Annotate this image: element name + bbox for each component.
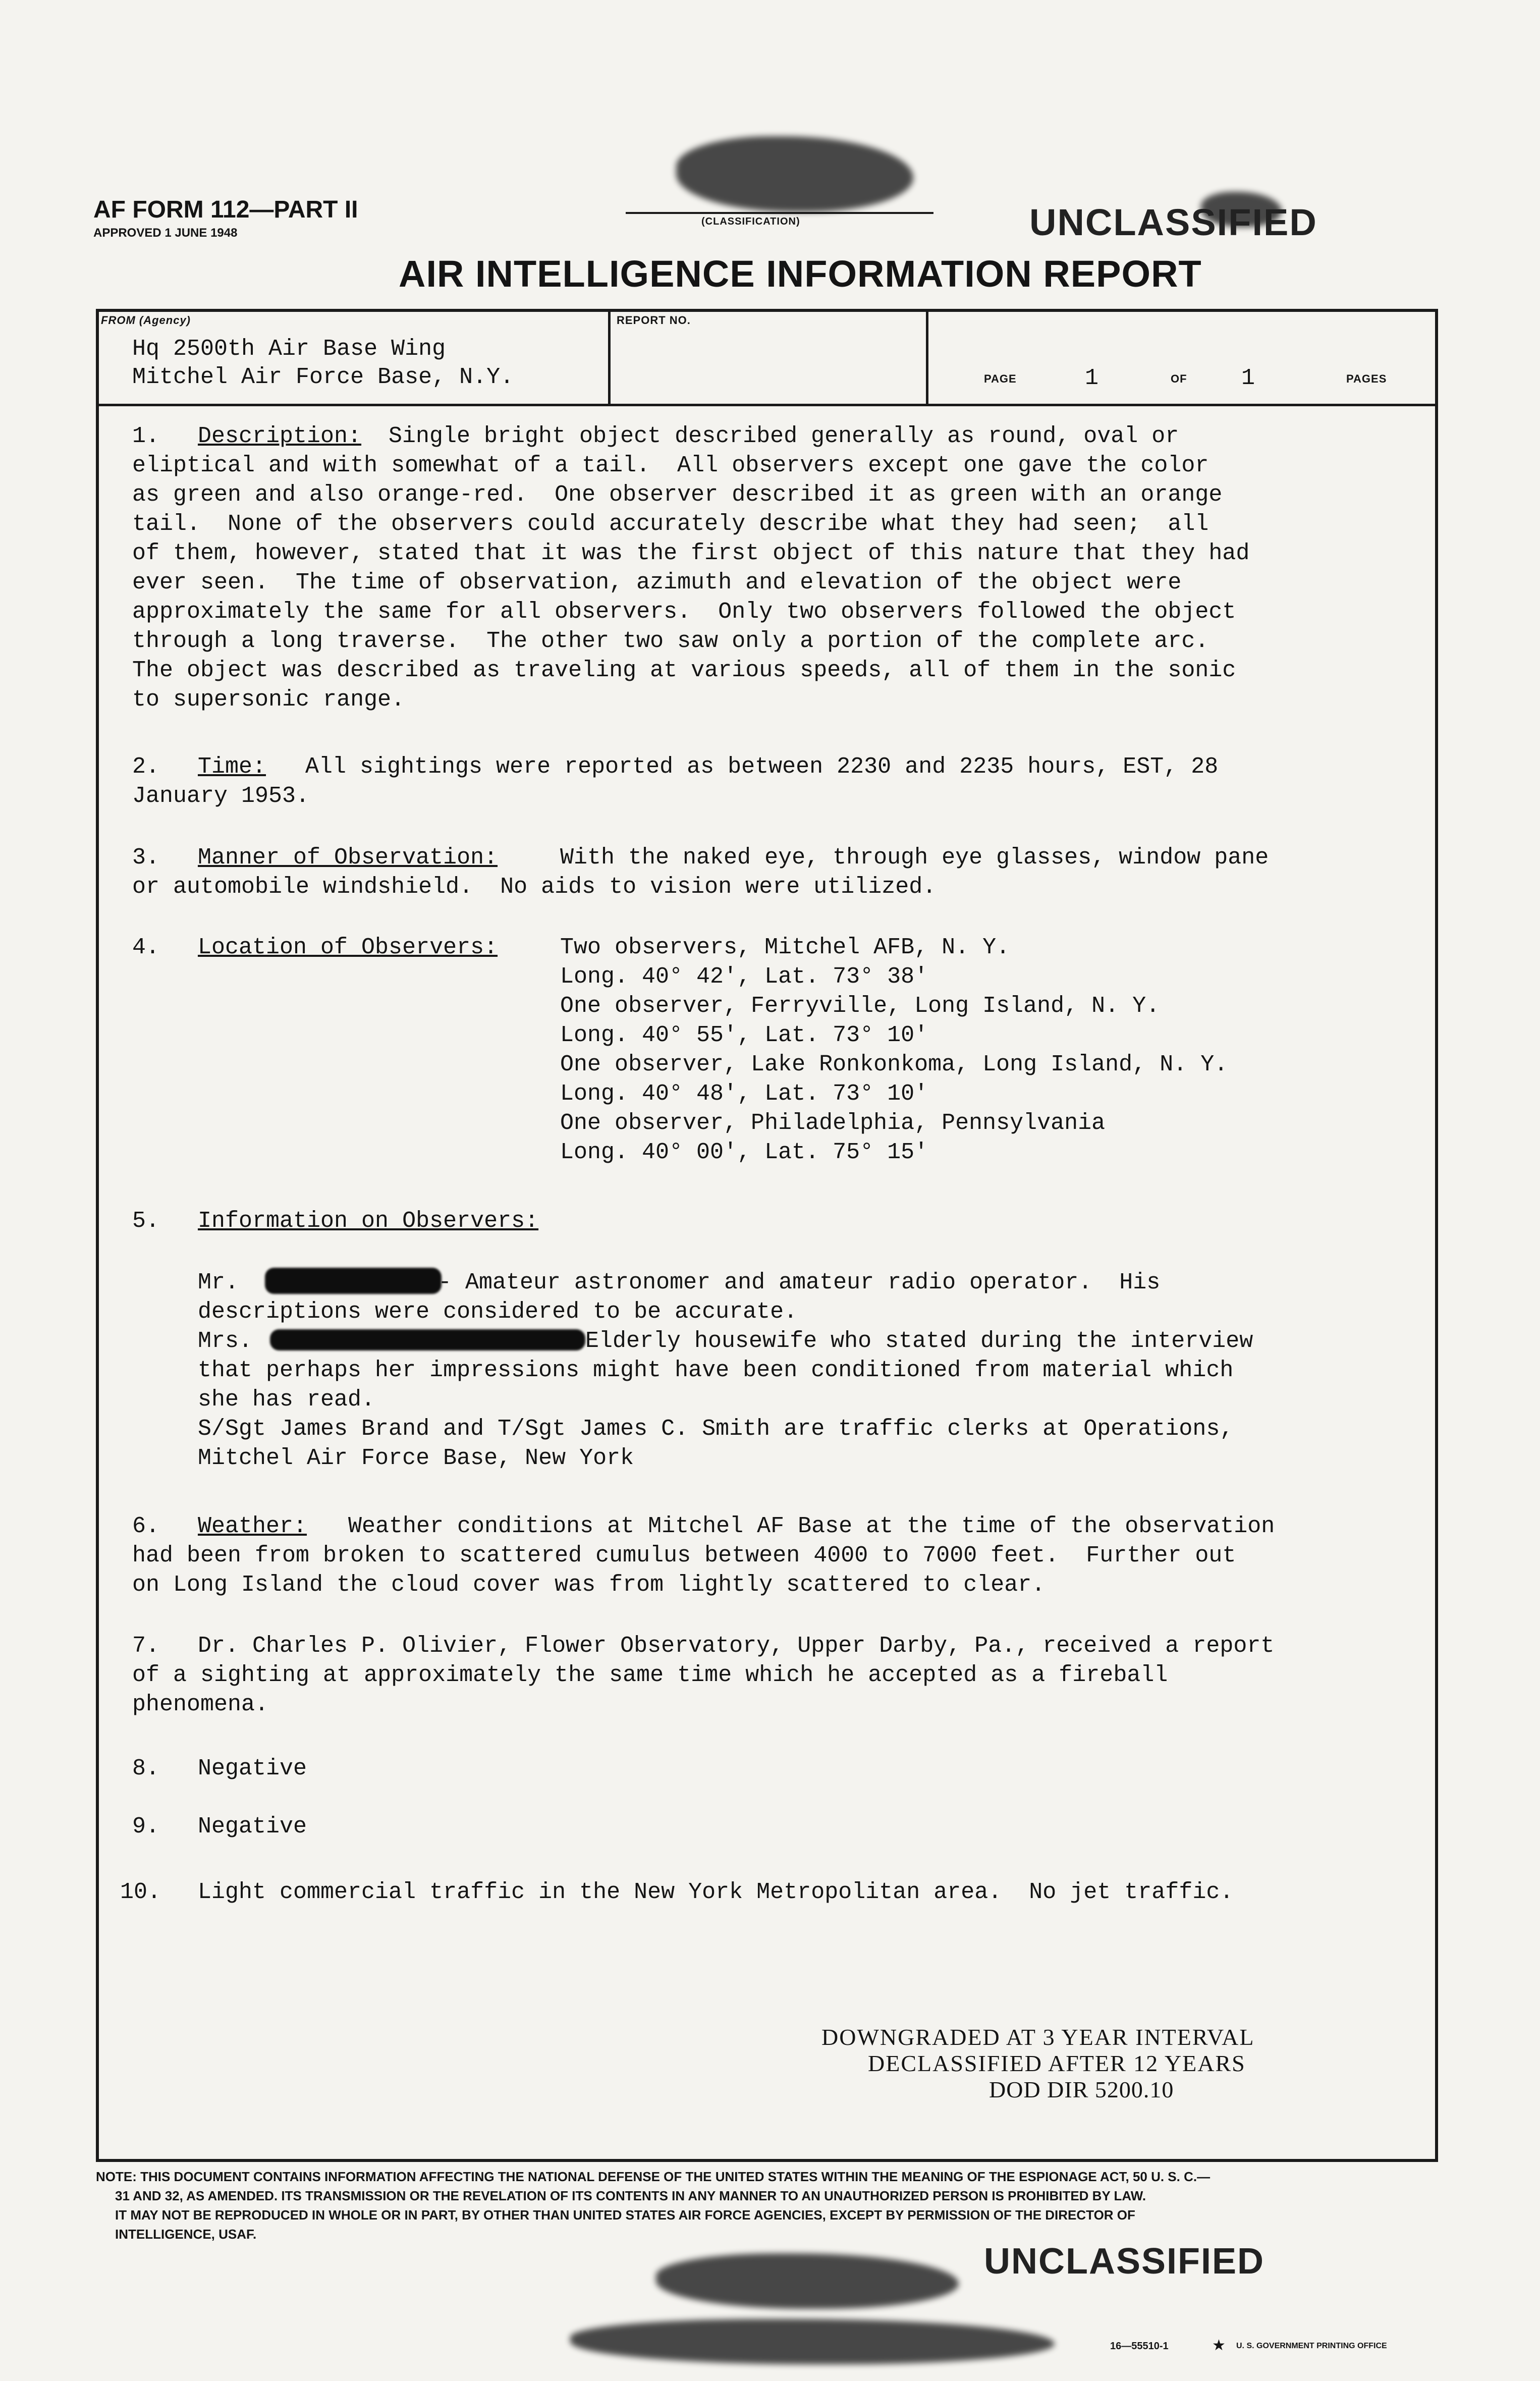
para-1-line-4: tail. None of the observers could accurately describe what they had seen; all [132, 511, 1209, 537]
para-4-line-8: Long. 40° 00', Lat. 75° 15' [560, 1140, 928, 1165]
para-2-line-2: January 1953. [132, 783, 310, 809]
para-4-line-4: Long. 40° 55', Lat. 73° 10' [560, 1022, 928, 1048]
gpo-imprint: U. S. GOVERNMENT PRINTING OFFICE [1236, 2342, 1387, 2350]
from-line-1: Hq 2500th Air Base Wing [132, 336, 446, 362]
para-1-number: 1. [132, 423, 160, 449]
classification-stamp-bottom: UNCLASSIFIED [984, 2241, 1265, 2282]
smudge-top [676, 136, 913, 212]
para-4-line-6: Long. 40° 48', Lat. 73° 10' [560, 1081, 928, 1107]
para-3-line-2: or automobile windshield. No aids to vision were utilized. [132, 874, 937, 900]
para-5-line-1a: Mr. [198, 1270, 239, 1295]
para-4-line-7: One observer, Philadelphia, Pennsylvania [560, 1110, 1106, 1136]
para-5-line-6: S/Sgt James Brand and T/Sgt James C. Smith are traffic clerks at Operations, [198, 1416, 1234, 1442]
para-5-number: 5. [132, 1208, 160, 1234]
of-label: OF [1171, 372, 1187, 385]
para-5-line-3a: Mrs. [198, 1328, 253, 1354]
security-note-line-1: NOTE: THIS DOCUMENT CONTAINS INFORMATION AFFECTING THE NATIONAL DEFENSE OF THE UNITED STATES WITHIN THE MEANING OF THE ESPIONAGE ACT, 50 U. S. C.— [96, 2169, 1211, 2184]
para-6-line-2: had been from broken to scattered cumulus between 4000 to 7000 feet. Further out [132, 1543, 1236, 1568]
redaction-2 [270, 1329, 585, 1350]
report-no-label: REPORT NO. [617, 314, 691, 327]
para-5-line-2: descriptions were considered to be accurate. [198, 1299, 798, 1325]
para-6-heading: Weather: [198, 1513, 307, 1539]
para-3-line-1: With the naked eye, through eye glasses, window pane [560, 845, 1269, 871]
para-3-number: 3. [132, 845, 160, 871]
para-9-number: 9. [132, 1814, 160, 1839]
downgrade-stamp-line-3: DOD DIR 5200.10 [989, 2077, 1174, 2102]
approved-date: APPROVED 1 JUNE 1948 [93, 226, 238, 240]
para-7-number: 7. [132, 1633, 160, 1659]
star-icon: ★ [1212, 2337, 1226, 2354]
page-total: 1 [1241, 365, 1255, 391]
para-10-line-1: Light commercial traffic in the New York Metropolitan area. No jet traffic. [198, 1879, 1234, 1905]
classification-stamp-top: UNCLASSIFIED [1029, 201, 1317, 243]
para-4-heading: Location of Observers: [198, 935, 498, 960]
smudge-bottom-2 [570, 2319, 1055, 2364]
para-5-line-3b: Elderly housewife who stated during the interview [585, 1328, 1253, 1354]
para-1-line-1: Single bright object described generally as round, oval or [389, 423, 1179, 449]
report-title: AIR INTELLIGENCE INFORMATION REPORT [399, 253, 1202, 295]
downgrade-stamp-line-2: DECLASSIFIED AFTER 12 YEARS [868, 2050, 1246, 2076]
redaction-1 [265, 1268, 442, 1294]
para-8-line-1: Negative [198, 1756, 307, 1781]
para-5-line-4: that perhaps her impressions might have been conditioned from material which [198, 1358, 1234, 1383]
from-line-2: Mitchel Air Force Base, N.Y. [132, 364, 514, 390]
classification-line [626, 212, 933, 214]
header-row-bottom [96, 404, 1438, 406]
classification-caption: (CLASSIFICATION) [701, 216, 800, 227]
para-4-line-3: One observer, Ferryville, Long Island, N. Y. [560, 993, 1160, 1019]
para-7-line-3: phenomena. [132, 1692, 269, 1717]
para-2-line-1: All sightings were reported as between 2230 and 2235 hours, EST, 28 [305, 754, 1219, 780]
para-1-heading: Description: [198, 423, 362, 449]
para-5-line-5: she has read. [198, 1387, 375, 1413]
smudge-bottom-1 [656, 2253, 959, 2309]
security-note-line-2: 31 AND 32, AS AMENDED. ITS TRANSMISSION OR THE REVELATION OF ITS CONTENTS IN ANY MANNER TO AN UNAUTHORIZED PERSON IS PROHIBITED BY LAW. [115, 2188, 1146, 2203]
print-code: 16—55510-1 [1110, 2341, 1169, 2352]
para-6-line-3: on Long Island the cloud cover was from lightly scattered to clear. [132, 1572, 1046, 1598]
para-4-line-2: Long. 40° 42', Lat. 73° 38' [560, 964, 928, 990]
security-note-line-4: INTELLIGENCE, USAF. [115, 2227, 257, 2242]
para-7-line-1: Dr. Charles P. Olivier, Flower Observatory, Upper Darby, Pa., received a report [198, 1633, 1275, 1659]
para-5-heading: Information on Observers: [198, 1208, 539, 1234]
para-5-line-7: Mitchel Air Force Base, New York [198, 1445, 634, 1471]
para-1-line-6: ever seen. The time of observation, azimuth and elevation of the object were [132, 570, 1182, 596]
para-2-heading: Time: [198, 754, 266, 780]
para-3-heading: Manner of Observation: [198, 845, 498, 871]
para-1-line-7: approximately the same for all observers. Only two observers followed the object [132, 599, 1236, 625]
para-5-line-1b: - Amateur astronomer and amateur radio operator. His [438, 1270, 1161, 1295]
para-9-line-1: Negative [198, 1814, 307, 1839]
para-7-line-2: of a sighting at approximately the same time which he accepted as a fireball [132, 1662, 1168, 1688]
page-number: 1 [1085, 365, 1099, 391]
downgrade-stamp-line-1: DOWNGRADED AT 3 YEAR INTERVAL [821, 2024, 1255, 2050]
para-1-line-8: through a long traverse. The other two saw only a portion of the complete arc. [132, 628, 1209, 654]
header-divider-2 [926, 309, 928, 405]
para-4-number: 4. [132, 935, 160, 960]
para-1-line-10: to supersonic range. [132, 687, 405, 713]
para-2-number: 2. [132, 754, 160, 780]
para-10-number: 10. [120, 1879, 161, 1905]
para-1-line-3: as green and also orange-red. One observer described it as green with an orange [132, 482, 1223, 508]
form-id: AF FORM 112—PART II [93, 196, 358, 223]
header-divider-1 [608, 309, 611, 405]
para-8-number: 8. [132, 1756, 160, 1781]
para-1-line-5: of them, however, stated that it was the first object of this nature that they had [132, 540, 1250, 566]
security-note-line-3: IT MAY NOT BE REPRODUCED IN WHOLE OR IN PART, BY OTHER THAN UNITED STATES AIR FORCE AGENCIES, EXCEPT BY PERMISSION OF THE DIRECTOR OF [115, 2207, 1135, 2223]
page-label: PAGE [984, 372, 1017, 385]
para-1-line-9: The object was described as traveling at various speeds, all of them in the sonic [132, 658, 1236, 683]
para-1-line-2: eliptical and with somewhat of a tail. All observers except one gave the color [132, 453, 1209, 478]
from-label: FROM (Agency) [101, 314, 191, 327]
para-4-line-1: Two observers, Mitchel AFB, N. Y. [560, 935, 1010, 960]
para-6-line-1: Weather conditions at Mitchel AF Base at the time of the observation [348, 1513, 1275, 1539]
para-6-number: 6. [132, 1513, 160, 1539]
para-4-line-5: One observer, Lake Ronkonkoma, Long Island, N. Y. [560, 1052, 1228, 1077]
pages-label: PAGES [1346, 372, 1387, 385]
